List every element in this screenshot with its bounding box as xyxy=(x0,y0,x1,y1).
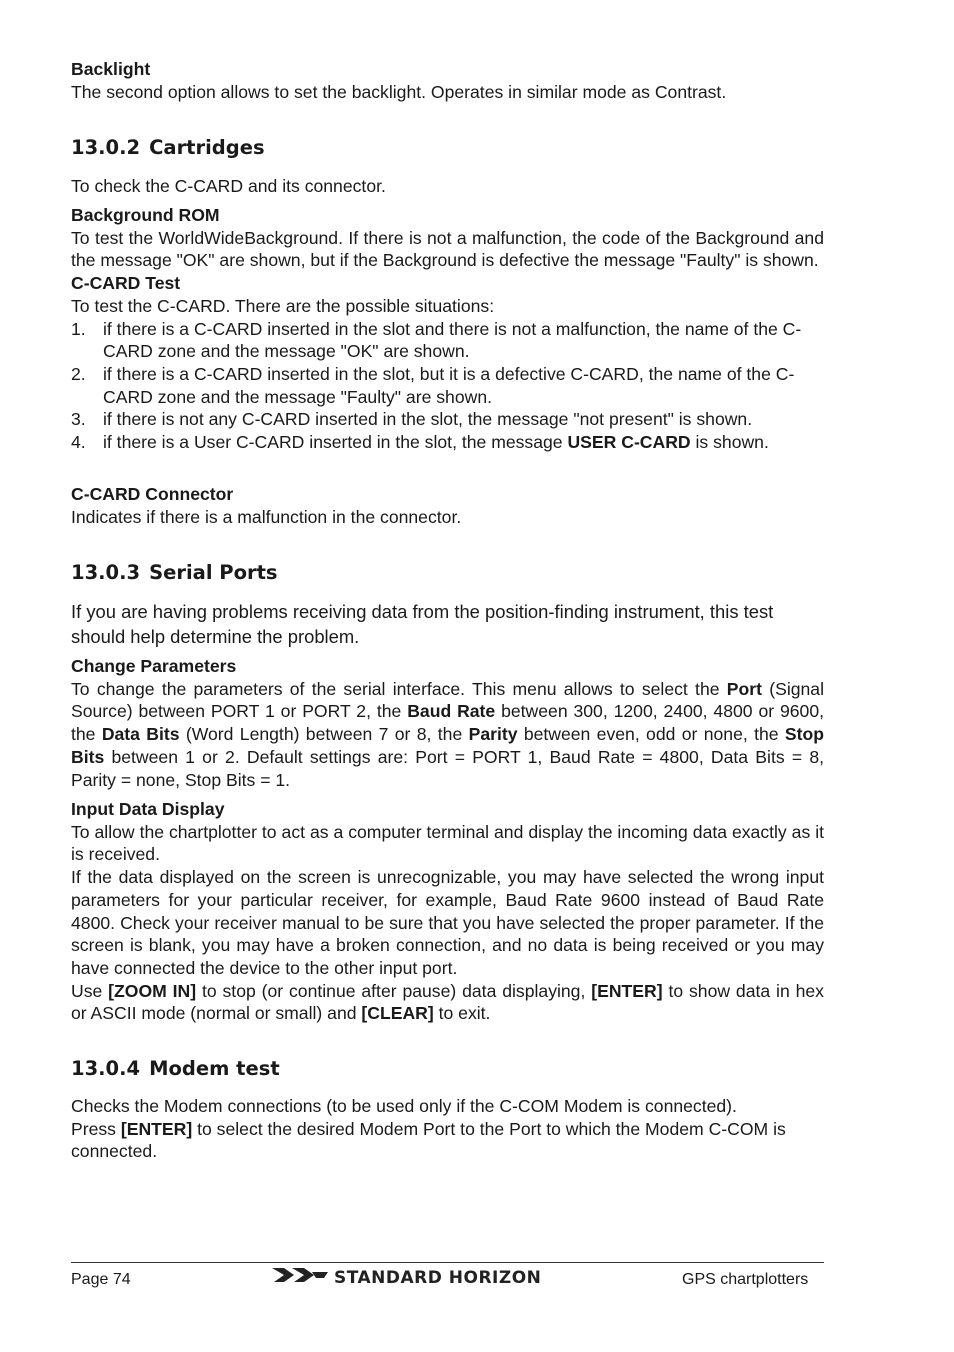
ccard-test-intro: To test the C-CARD. There are the possible situations: xyxy=(71,295,495,316)
input-data-text-2: If the data displayed on the screen is unrecognizable, you may have selected the wrong input parameters for your particular receiver, for example, Baud Rate 9600 instead of Baud Rate 4800. Check your receiver manual to be sure that you have selected the proper parameter. If the screen is blank, you may have a broken connection, and no data is being received or you may have connected the device to the other input port. xyxy=(71,867,824,978)
section-number: 13.0.2 xyxy=(71,136,141,159)
ccard-situation-list xyxy=(71,318,824,454)
ccard-connector-heading: C-CARD Connector xyxy=(71,484,234,504)
list-item: 4. if there is a User C-CARD inserted in the slot, the message USER C-CARD is shown. xyxy=(71,432,769,453)
ccard-test-heading: C-CARD Test xyxy=(71,273,181,294)
logo-text: STANDARD HORIZON xyxy=(334,1267,542,1288)
list-item: 3. if there is not any C-CARD inserted in the slot, the message "not present" is shown. xyxy=(71,409,753,430)
input-data-display-heading: Input Data Display xyxy=(71,799,225,819)
wave-logo-icon xyxy=(272,1266,328,1289)
backlight-text: The second option allows to set the backlight. Operates in similar mode as Contrast. xyxy=(71,81,727,102)
section-heading-modem-test xyxy=(71,1057,824,1080)
serial-intro: If you are having problems receiving data from the position-finding instrument, this test should help determine the problem. xyxy=(71,601,774,647)
ccard-connector-text: Indicates if there is a malfunction in the connector. xyxy=(71,506,462,527)
cartridges-intro: To check the C-CARD and its connector. xyxy=(71,176,386,196)
list-item: 1. if there is a C-CARD inserted in the slot and there is not a malfunction, the name of the C-CARD zone and the message "OK" are shown. xyxy=(71,318,802,362)
input-data-use-text: Use [ZOOM IN] to stop (or continue after pause) data displaying, [ENTER] to show data in hex or ASCII mode (normal or small) and [CLEAR] to exit. xyxy=(71,980,824,1024)
brand-logo xyxy=(272,1266,541,1289)
section-heading-cartridges xyxy=(71,136,824,159)
page-number: Page 74 xyxy=(71,1271,131,1288)
modem-text-2: Press [ENTER] to select the desired Modem Port to the Port to which the Modem C-COM is connected. xyxy=(71,1118,786,1162)
section-title: Modem test xyxy=(149,1057,280,1080)
change-parameters-text: To change the parameters of the serial interface. This menu allows to select the Port (Signal Source) between PORT 1 or PORT 2, the Baud Rate between 300, 1200, 2400, 4800 or 9600, the Data Bits (Word Length) between 7 or 8, the Parity between even, odd or none, the Stop Bits between 1 or 2. Default settings are: Port = PORT 1, Baud Rate = 4800, Data Bits = 8, Parity = none, Stop Bits = 1. xyxy=(71,678,824,790)
section-heading-serial-ports xyxy=(71,561,824,584)
footer-rule xyxy=(71,1262,824,1263)
footer-product: GPS chartplotters xyxy=(682,1271,809,1288)
modem-text-1: Checks the Modem connections (to be used only if the C-COM Modem is connected). xyxy=(71,1096,737,1116)
background-rom-text: To test the WorldWideBackground. If there is not a malfunction, the code of the Background and the message "OK" are shown, but if the Background is defective the message "Faulty" is shown. xyxy=(71,227,824,271)
change-parameters-heading: Change Parameters xyxy=(71,656,237,676)
section-number: 13.0.4 xyxy=(71,1057,141,1080)
input-data-text-1: To allow the chartplotter to act as a computer terminal and display the incoming data exactly as it is received. xyxy=(71,821,824,865)
list-item: 2. if there is a C-CARD inserted in the slot, but it is a defective C-CARD, the name of the C-CARD zone and the message "Faulty" are shown. xyxy=(71,363,795,407)
section-title: Cartridges xyxy=(149,136,265,159)
background-rom-heading: Background ROM xyxy=(71,205,220,225)
section-title: Serial Ports xyxy=(149,561,278,584)
section-number: 13.0.3 xyxy=(71,561,141,584)
backlight-heading: Backlight xyxy=(71,59,151,79)
